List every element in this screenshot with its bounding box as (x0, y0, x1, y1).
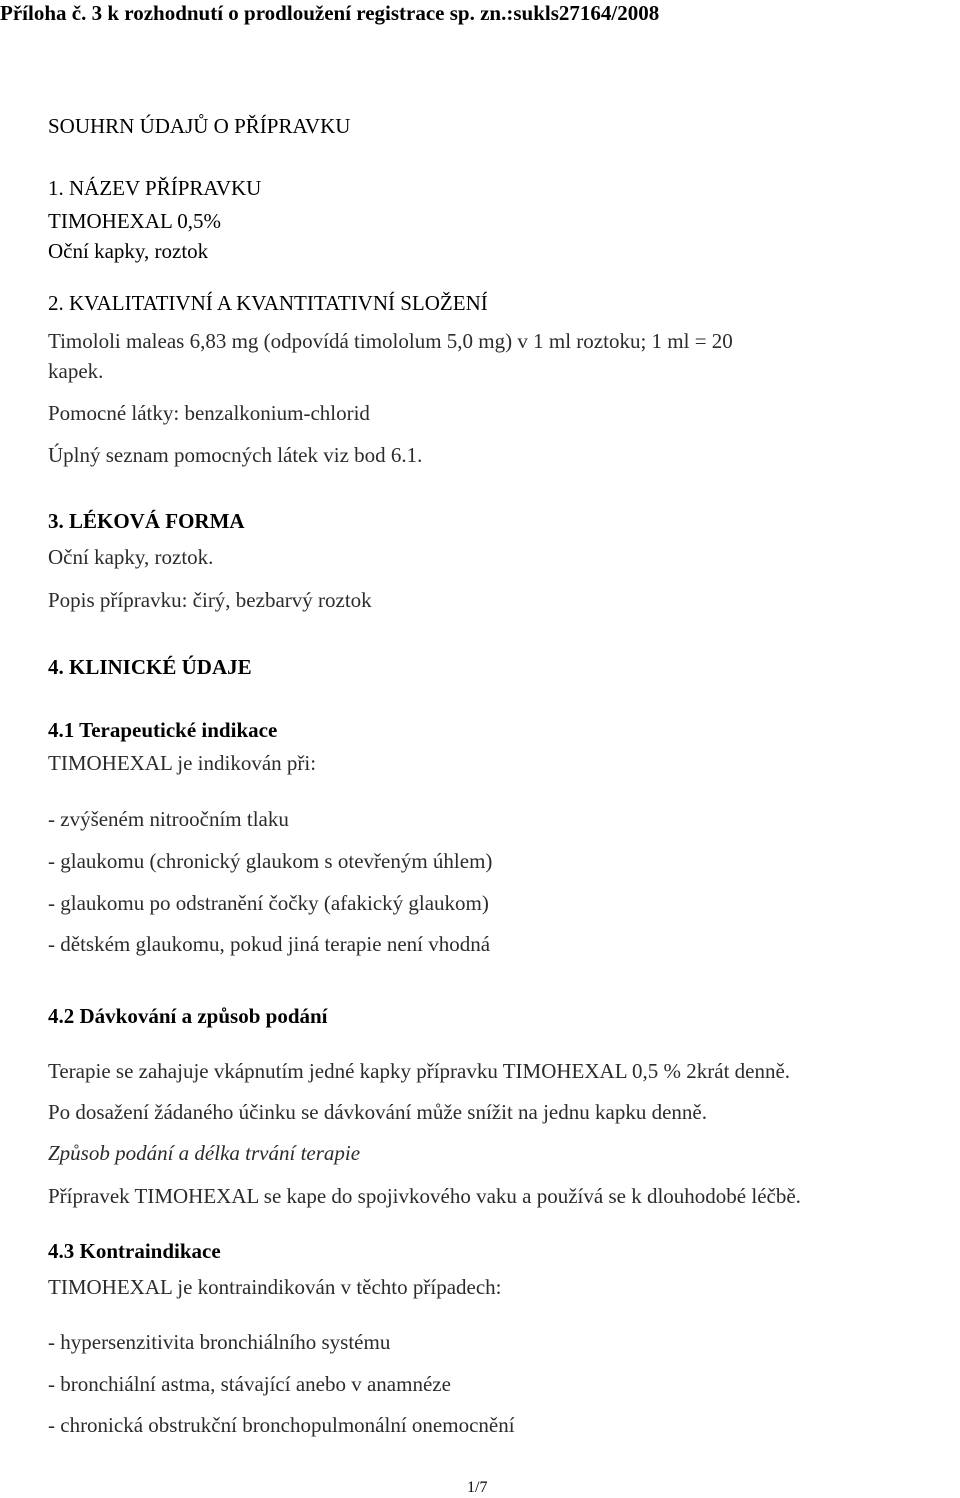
product-description: Popis přípravku: čirý, bezbarvý roztok (48, 588, 372, 612)
section-4-heading: 4. KLINICKÉ ÚDAJE (48, 655, 252, 679)
indication-item: - dětském glaukomu, pokud jiná terapie není vhodná (48, 932, 491, 956)
composition-line-2: kapek. (48, 359, 104, 383)
indication-item: - glaukomu po odstranění čočky (afakický glaukom) (48, 891, 489, 915)
section-2-heading: 2. KVALITATIVNÍ A KVANTITATIVNÍ SLOŽENÍ (48, 291, 488, 315)
contraindication-item: - chronická obstrukční bronchopulmonální onemocnění (48, 1413, 515, 1437)
section-4-2-heading: 4.2 Dávkování a způsob podání (48, 1004, 328, 1028)
excipients: Pomocné látky: benzalkonium-chlorid (48, 401, 370, 425)
product-name: TIMOHEXAL 0,5% (48, 209, 222, 233)
document-title: SOUHRN ÚDAJŮ O PŘÍPRAVKU (48, 114, 351, 138)
section-3-heading: 3. LÉKOVÁ FORMA (48, 509, 245, 533)
contraindication-item: - hypersenzitivita bronchiálního systému (48, 1330, 391, 1354)
dosage-paragraph-1: Terapie se zahajuje vkápnutím jedné kapky přípravku TIMOHEXAL 0,5 % 2krát denně. (48, 1059, 791, 1083)
administration-subheading: Způsob podání a délka trvání terapie (48, 1141, 361, 1165)
section-4-1-heading: 4.1 Terapeutické indikace (48, 718, 278, 742)
contraindications-intro: TIMOHEXAL je kontraindikován v těchto případech: (48, 1275, 502, 1299)
page-number: 1/7 (467, 1479, 488, 1496)
product-form: Oční kapky, roztok (48, 239, 209, 263)
administration-paragraph: Přípravek TIMOHEXAL se kape do spojivkového vaku a používá se k dlouhodobé léčbě. (48, 1184, 801, 1208)
composition-line-1: Timololi maleas 6,83 mg (odpovídá timololum 5,0 mg) v 1 ml roztoku; 1 ml = 20 (48, 329, 733, 353)
indication-item: - zvýšeném nitroočním tlaku (48, 807, 289, 831)
document-header: Příloha č. 3 k rozhodnutí o prodloužení registrace sp. zn.:sukls27164/2008 (0, 1, 660, 25)
contraindication-item: - bronchiální astma, stávající anebo v anamnéze (48, 1372, 451, 1396)
indication-item: - glaukomu (chronický glaukom s otevřeným úhlem) (48, 849, 493, 873)
section-1-heading: 1. NÁZEV PŘÍPRAVKU (48, 176, 262, 200)
indications-intro: TIMOHEXAL je indikován při: (48, 751, 317, 775)
section-4-3-heading: 4.3 Kontraindikace (48, 1239, 221, 1263)
excipients-reference: Úplný seznam pomocných látek viz bod 6.1. (48, 443, 423, 467)
pharmaceutical-form: Oční kapky, roztok. (48, 545, 214, 569)
dosage-paragraph-2: Po dosažení žádaného účinku se dávkování může snížit na jednu kapku denně. (48, 1100, 707, 1124)
